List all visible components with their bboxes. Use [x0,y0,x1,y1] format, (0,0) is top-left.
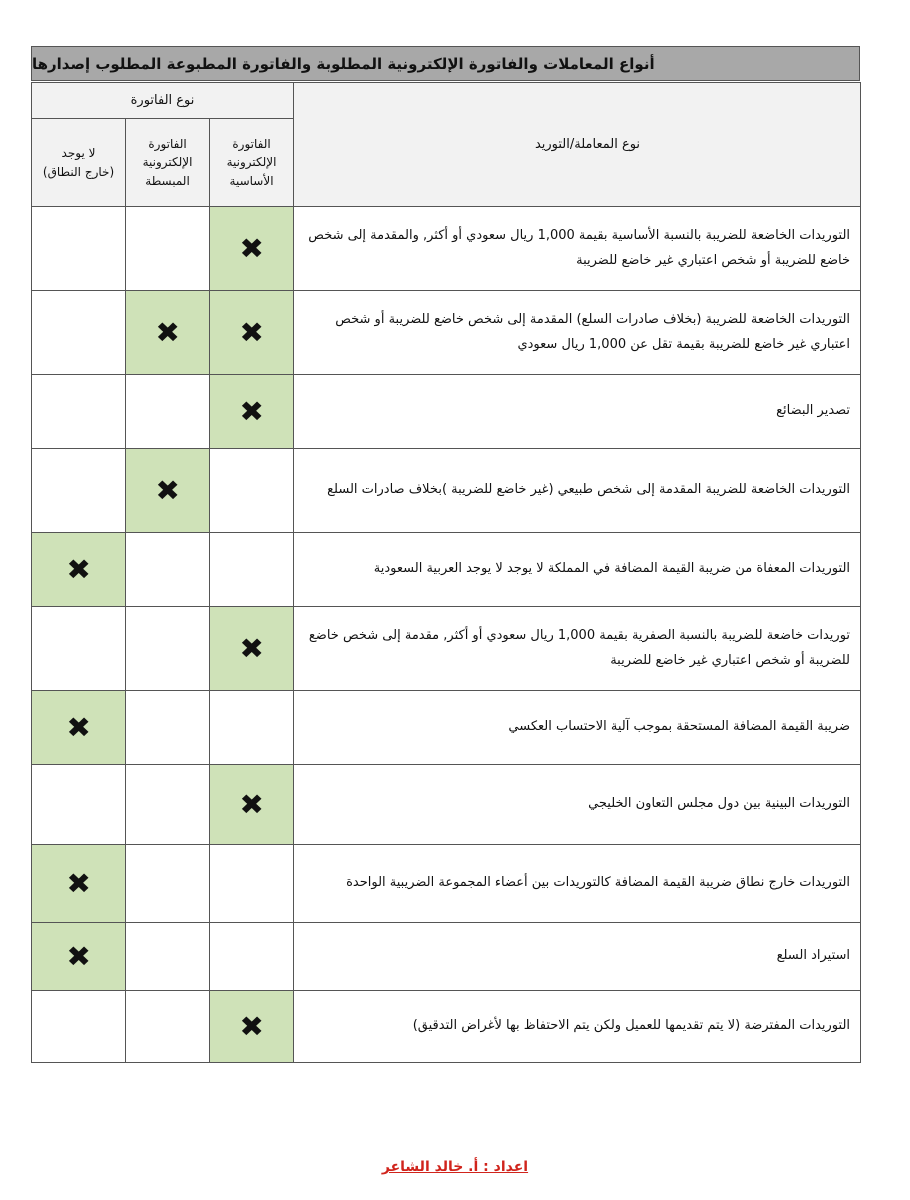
row-description: التوريدات المعفاة من ضريبة القيمة المضافة في المملكة لا يوجد لا يوجد العربية السعودية [294,533,861,607]
mark-cell [32,991,126,1063]
mark-cell [126,375,210,449]
mark-cell [210,375,294,449]
mark-cell [126,607,210,691]
mark-cell [126,991,210,1063]
row-description: التوريدات خارج نطاق ضريبة القيمة المضافة كالتوريدات بين أعضاء المجموعة الضريبية الواحدة [294,845,861,923]
header-standard-e-invoice [210,119,294,207]
header-col2-line3: المبسطة [145,173,190,188]
row-description: تصدير البضائع [294,375,861,449]
table-row [32,923,861,991]
footer-credit [0,1156,910,1175]
mark-cell [32,207,126,291]
mark-cell [210,923,294,991]
x-mark-icon: ✖ [66,940,91,973]
table-row [32,845,861,923]
mark-cell [210,845,294,923]
mark-cell [210,991,294,1063]
row-description: التوريدات الخاضعة للضريبة المقدمة إلى شخص طبيعي (غير خاضع للضريبة )بخلاف صادرات السلع [294,449,861,533]
x-mark-icon: ✖ [239,1010,264,1043]
header-invoice-type: نوع الفاتورة [32,83,294,119]
table-row [32,533,861,607]
x-mark-icon: ✖ [66,553,91,586]
mark-cell [32,449,126,533]
mark-cell [32,533,126,607]
row-description: التوريدات الخاضعة للضريبة (بخلاف صادرات السلع) المقدمة إلى شخص خاضع للضريبة أو شخص اعتباري غير خاضع للضريبة بقيمة تقل عن 1,000 ريال سعودي [294,291,861,375]
table-row [32,607,861,691]
mark-cell [210,449,294,533]
mark-cell [126,449,210,533]
table-row [32,291,861,375]
x-mark-icon: ✖ [66,711,91,744]
table-row [32,991,861,1063]
table-row [32,375,861,449]
mark-cell [32,291,126,375]
mark-cell [210,691,294,765]
mark-cell [210,207,294,291]
header-col3-line1: لا يوجد [61,145,96,160]
x-mark-icon: ✖ [239,232,264,265]
mark-cell [32,607,126,691]
x-mark-icon: ✖ [239,632,264,665]
mark-cell [126,691,210,765]
table-row [32,207,861,291]
table-row [32,765,861,845]
mark-cell [32,845,126,923]
x-mark-icon: ✖ [66,867,91,900]
mark-cell [126,533,210,607]
mark-cell [32,765,126,845]
x-mark-icon: ✖ [155,474,180,507]
row-description: ضريبة القيمة المضافة المستحقة بموجب آلية الاحتساب العكسي [294,691,861,765]
x-mark-icon: ✖ [239,316,264,349]
mark-cell [126,923,210,991]
header-col2-line2: الإلكترونية [142,155,193,170]
footer-text: اعداد : أ. خالد الشاعر [381,1159,529,1175]
mark-cell [32,923,126,991]
mark-cell [210,765,294,845]
x-mark-icon: ✖ [239,788,264,821]
mark-cell [210,291,294,375]
mark-cell [32,691,126,765]
mark-cell [210,607,294,691]
mark-cell [126,291,210,375]
mark-cell [126,845,210,923]
table-row [32,691,861,765]
page-title: أنواع المعاملات والفاتورة الإلكترونية المطلوبة والفاتورة المطبوعة المطلوب إصدارها [31,46,860,81]
row-description: توريدات خاضعة للضريبة بالنسبة الصفرية بقيمة 1,000 ريال سعودي أو أكثر, مقدمة إلى شخص خاضع للضريبة أو شخص اعتباري غير خاضع للضريبة [294,607,861,691]
row-description: التوريدات البينية بين دول مجلس التعاون الخليجي [294,765,861,845]
header-simplified-e-invoice [126,119,210,207]
header-col1-line1: الفاتورة [232,136,271,151]
header-out-of-scope [32,119,126,207]
header-col1-line3: الأساسية [229,173,274,188]
x-mark-icon: ✖ [155,316,180,349]
row-description: التوريدات المفترضة (لا يتم تقديمها للعميل ولكن يتم الاحتفاظ بها لأغراض التدقيق) [294,991,861,1063]
x-mark-icon: ✖ [239,395,264,428]
table-row [32,449,861,533]
mark-cell [126,765,210,845]
transactions-table [31,82,861,1063]
row-description: التوريدات الخاضعة للضريبة بالنسبة الأساسية بقيمة 1,000 ريال سعودي أو أكثر, والمقدمة إلى شخص خاضع للضريبة أو شخص اعتباري غير خاضع للضريبة [294,207,861,291]
mark-cell [32,375,126,449]
header-col2-line1: الفاتورة [148,136,187,151]
mark-cell [126,207,210,291]
header-transaction-type: نوع المعاملة/التوريد [294,83,861,207]
header-col3-line2: (خارج النطاق) [42,164,115,179]
row-description: استيراد السلع [294,923,861,991]
header-col1-line2: الإلكترونية [226,155,277,170]
mark-cell [210,533,294,607]
